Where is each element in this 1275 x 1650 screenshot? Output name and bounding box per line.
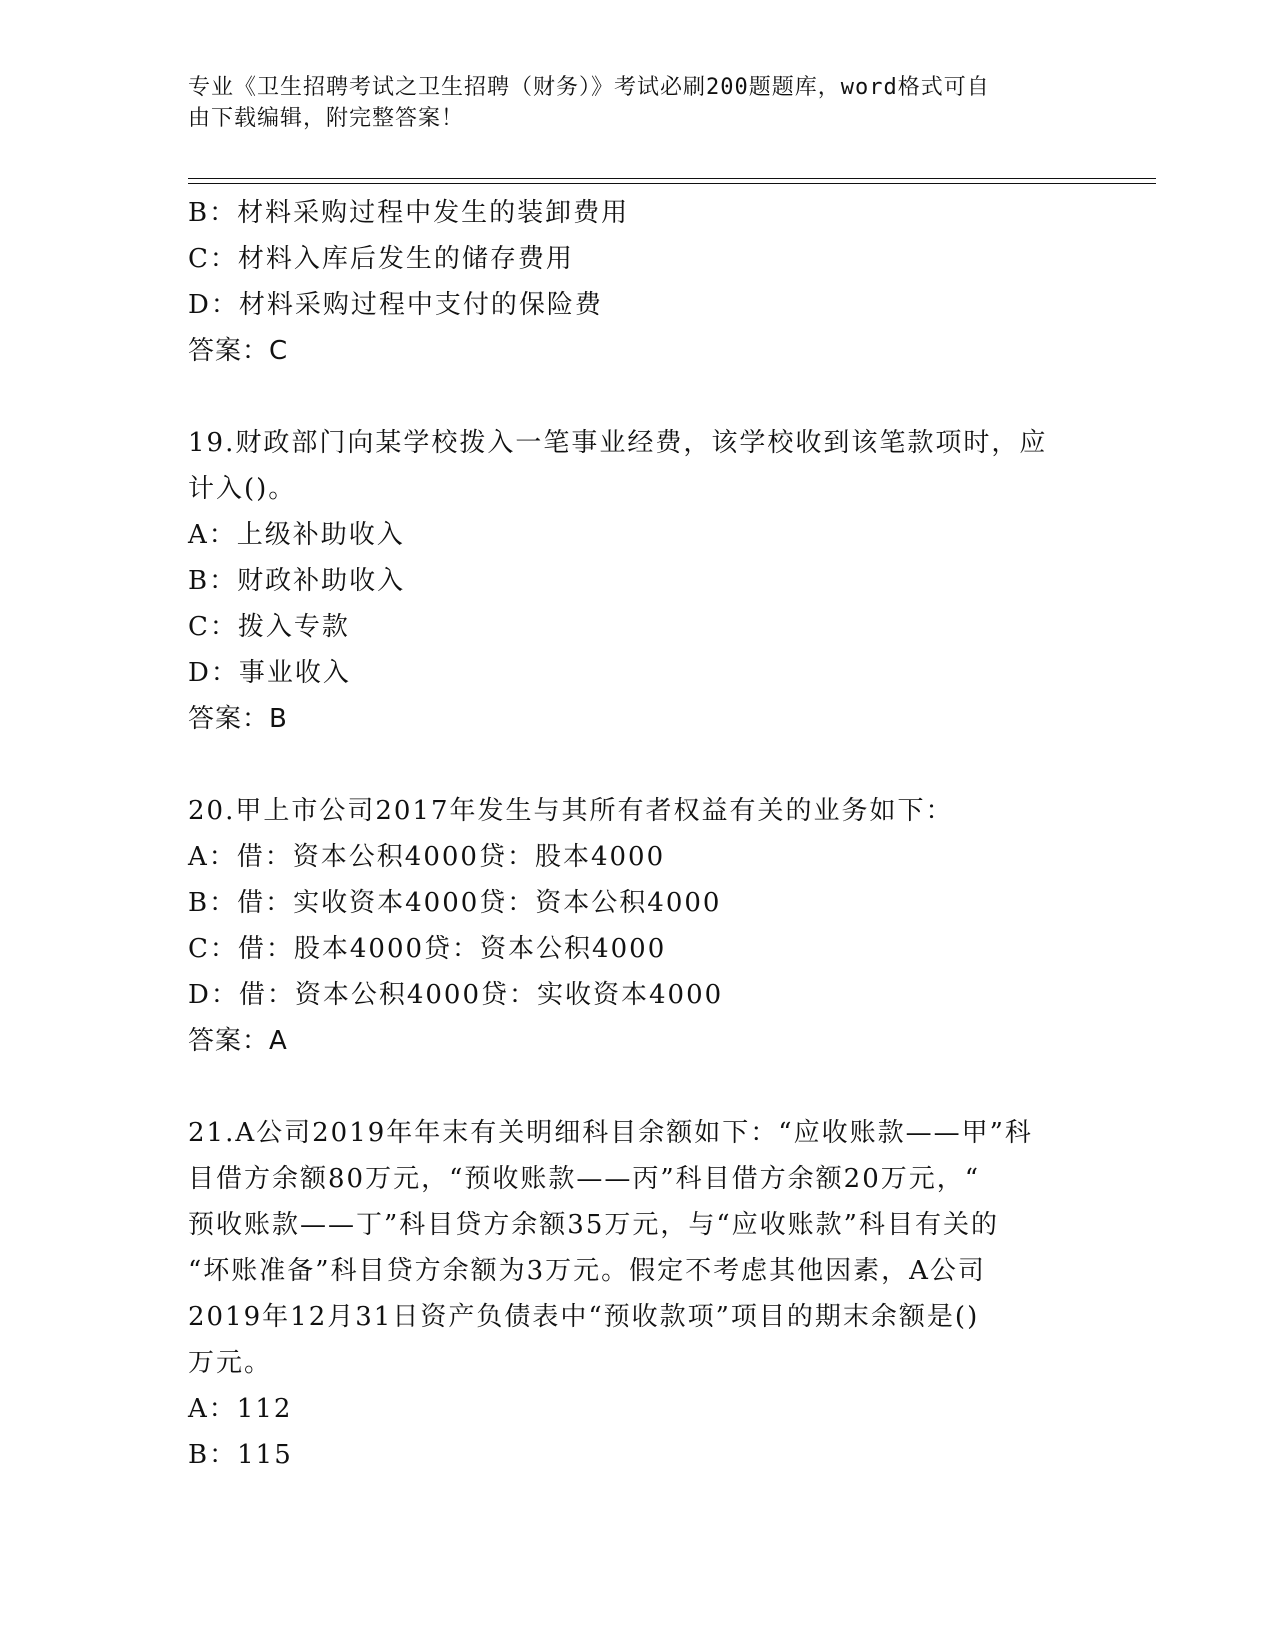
question-text-line: 目借方余额80万元，“预收账款——丙”科目借方余额20万元，“ [188, 1164, 981, 1194]
question-19 [188, 420, 1088, 742]
question-21 [188, 1110, 1088, 1478]
spacer [188, 1064, 1088, 1110]
question-text-line: 19.财政部门向某学校拨入一笔事业经费，该学校收到该笔款项时，应 [188, 428, 1048, 458]
option-b: B：借：实收资本4000贷：资本公积4000 [188, 888, 722, 918]
question-text-line: 计入()。 [188, 474, 297, 504]
option-d: D：事业收入 [188, 658, 351, 688]
question-text-line: 21.A公司2019年年末有关明细科目余额如下：“应收账款——甲”科 [188, 1118, 1033, 1148]
header-line-1: 专业《卫生招聘考试之卫生招聘（财务）》考试必刷200题题库，word格式可自 [188, 75, 990, 100]
answer-label: 答案：C [188, 336, 289, 366]
option-a: A：借：资本公积4000贷：股本4000 [188, 842, 666, 872]
option-a: A：112 [188, 1394, 293, 1424]
spacer [188, 374, 1088, 420]
question-text-line: “坏账准备”科目贷方余额为3万元。假定不考虑其他因素，A公司 [188, 1256, 986, 1286]
question-text-line: 2019年12月31日资产负债表中“预收款项”项目的期末余额是() [188, 1302, 980, 1332]
option-d: D：借：资本公积4000贷：实收资本4000 [188, 980, 724, 1010]
question-text-line: 万元。 [188, 1348, 273, 1378]
option-b: B：材料采购过程中发生的装卸费用 [188, 198, 630, 228]
spacer [188, 742, 1088, 788]
question-18-tail [188, 190, 1088, 374]
question-20 [188, 788, 1088, 1064]
question-list [188, 190, 1088, 1478]
question-text-line: 20.甲上市公司2017年发生与其所有者权益有关的业务如下： [188, 796, 954, 826]
header-divider-top [188, 178, 1156, 179]
answer-label: 答案：B [188, 704, 288, 734]
option-b: B：115 [188, 1440, 293, 1470]
header-line-2: 由下载编辑，附完整答案！ [188, 106, 465, 131]
answer-label: 答案：A [188, 1026, 288, 1056]
option-a: A：上级补助收入 [188, 520, 405, 550]
option-c: C：材料入库后发生的储存费用 [188, 244, 574, 274]
document-header [188, 72, 1068, 134]
question-text-line: 预收账款——丁”科目贷方余额35万元，与“应收账款”科目有关的 [188, 1210, 999, 1240]
header-divider-bottom [188, 183, 1156, 184]
option-b: B：财政补助收入 [188, 566, 406, 596]
option-c: C：借：股本4000贷：资本公积4000 [188, 934, 667, 964]
option-d: D：材料采购过程中支付的保险费 [188, 290, 603, 320]
option-c: C：拨入专款 [188, 612, 350, 642]
